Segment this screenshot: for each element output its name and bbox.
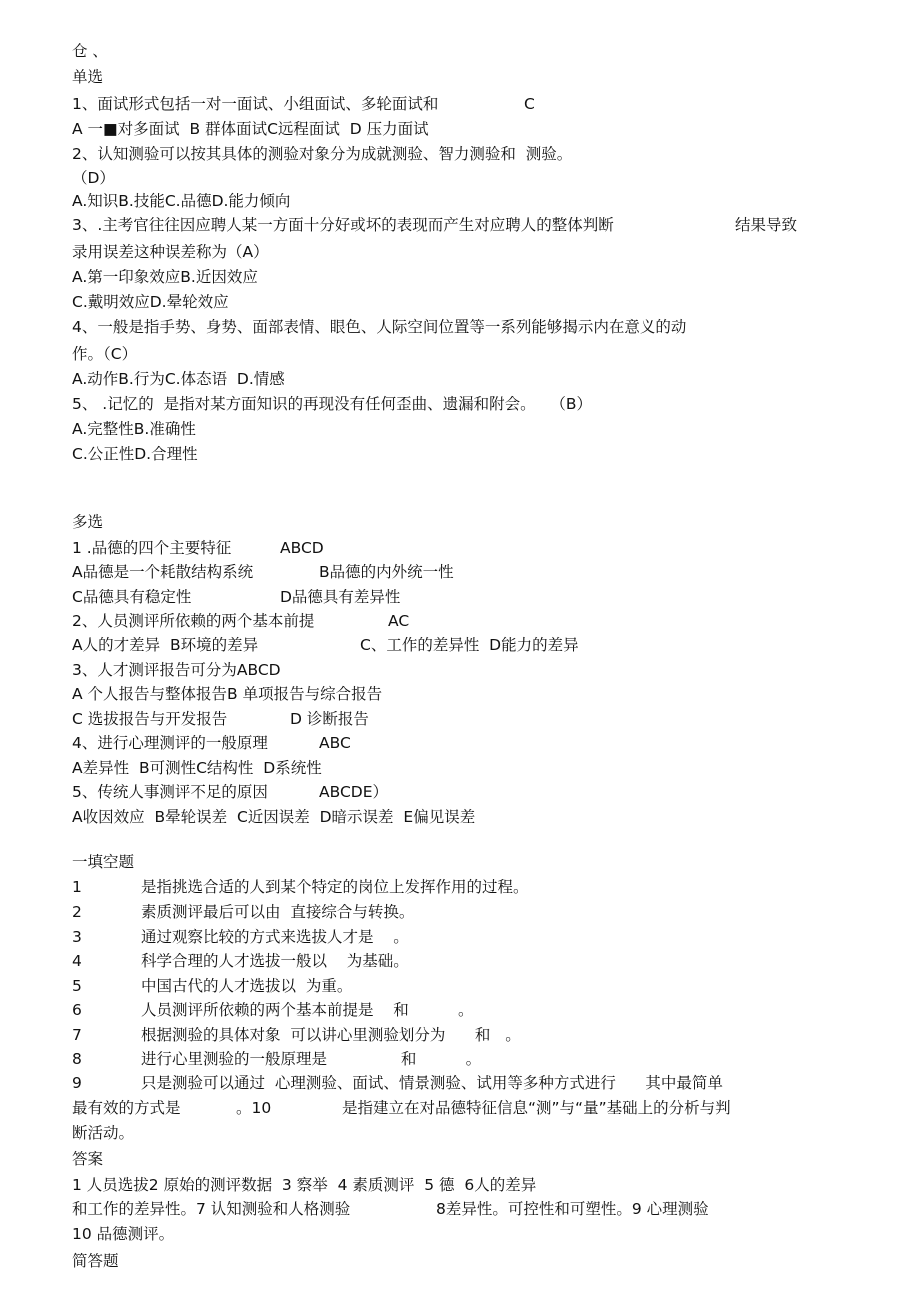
question-text: 3、人才测评报告可分为ABCD [72, 661, 281, 679]
question-text: 5、 .记忆的 是指对某方面知识的再现没有任何歪曲、遗漏和附会。 （B） [72, 395, 592, 413]
fill-item-number: 1 [72, 878, 82, 896]
options-text: C.戴明效应D.晕轮效应 [72, 293, 229, 311]
options-text: A.知识B.技能C.品德D.能力倾向 [72, 192, 291, 210]
options-text: A 个人报告与整体报告B 单项报告与综合报告 [72, 685, 383, 703]
fill-item-text: 最有效的方式是 [72, 1099, 181, 1117]
fill-item-number: 6 [72, 1001, 82, 1019]
options-text: C.公正性D.合理性 [72, 445, 198, 463]
section-heading-fill: 一填空题 [72, 853, 135, 871]
options-text: D 诊断报告 [290, 710, 369, 728]
options-text: A人的才差异 B环境的差异 [72, 636, 259, 654]
options-text: A 一■对多面试 B 群体面试C远程面试 D 压力面试 [72, 120, 429, 138]
answer-key: ABCDE） [319, 783, 389, 801]
options-text: C 选拔报告与开发报告 [72, 710, 228, 728]
options-text: A.第一印象效应B.近因效应 [72, 268, 258, 286]
fill-item-number: 3 [72, 928, 82, 946]
options-text: C品德具有稳定性 [72, 588, 192, 606]
answers-text: 8差异性。可控性和可塑性。9 心理测验 [436, 1200, 709, 1218]
fill-item-text: 是指挑选合适的人到某个特定的岗位上发挥作用的过程。 [141, 878, 529, 896]
question-text: 4、进行心理测评的一般原理 [72, 734, 268, 752]
fill-item-number: 7 [72, 1026, 82, 1044]
options-text: A.完整性B.准确性 [72, 420, 196, 438]
answer-key: ABCD [280, 539, 324, 557]
section-heading-multi: 多选 [72, 513, 104, 531]
question-text: 2、人员测评所依赖的两个基本前提 [72, 612, 315, 630]
question-text: 录用误差这种误差称为（A） [72, 243, 269, 261]
answer-key: AC [388, 612, 410, 630]
answer-key: （D） [72, 169, 115, 187]
answer-key: ABC [319, 734, 351, 752]
answers-text: 和工作的差异性。7 认知测验和人格测验 [72, 1200, 351, 1218]
section-heading-short: 简答题 [72, 1252, 119, 1270]
answer-key: C [524, 95, 535, 113]
header-text: 仓 、 [72, 42, 108, 60]
options-text: A品德是一个耗散结构系统 [72, 563, 254, 581]
options-text: A差异性 B可测性C结构性 D系统性 [72, 759, 322, 777]
fill-item-text: 素质测评最后可以由 直接综合与转换。 [141, 903, 415, 921]
fill-item-text: 科学合理的人才选拔一般以 为基础。 [141, 952, 409, 970]
question-text: 1、面试形式包括一对一面试、小组面试、多轮面试和 [72, 95, 439, 113]
section-heading-answers: 答案 [72, 1150, 104, 1168]
section-heading-single: 单选 [72, 68, 104, 86]
question-text-tail: 结果导致 [735, 216, 798, 234]
question-text: 4、一般是指手势、身势、面部表情、眼色、人际空间位置等一系列能够揭示内在意义的动 [72, 318, 687, 336]
fill-item-text: 根据测验的具体对象 可以讲心里测验划分为 和 。 [141, 1026, 521, 1044]
options-text: C、工作的差异性 D能力的差异 [360, 636, 579, 654]
question-text: 3、.主考官往往因应聘人某一方面十分好或坏的表现而产生对应聘人的整体判断 [72, 216, 614, 234]
fill-item-text: 人员测评所依赖的两个基本前提是 和 。 [141, 1001, 474, 1019]
fill-item-text: 进行心里测验的一般原理是 和 。 [141, 1050, 482, 1068]
fill-item-text: 中国古代的人才选拔以 为重。 [141, 977, 353, 995]
fill-item-number: 8 [72, 1050, 82, 1068]
answers-text: 1 人员选拔2 原始的测评数据 3 察举 4 素质测评 5 德 6人的差异 [72, 1176, 537, 1194]
fill-item-text: 通过观察比较的方式来选拔人才是 。 [141, 928, 409, 946]
options-text: A.动作B.行为C.体态语 D.情感 [72, 370, 285, 388]
fill-item-number: 5 [72, 977, 82, 995]
fill-item-text: 只是测验可以通过 心理测验、面试、情景测验、试用等多种方式进行 其中最简单 [141, 1074, 723, 1092]
fill-item-number: 。10 [236, 1099, 272, 1117]
question-text: 2、认知测验可以按其具体的测验对象分为成就测验、智力测验和 测验。 [72, 145, 573, 163]
fill-item-number: 9 [72, 1074, 82, 1092]
fill-item-text: 断活动。 [72, 1124, 135, 1142]
question-text: 作。（C） [72, 345, 138, 363]
options-text: A收因效应 B晕轮误差 C近因误差 D暗示误差 E偏见误差 [72, 808, 476, 826]
options-text: D品德具有差异性 [280, 588, 401, 606]
fill-item-text: 是指建立在对品德特征信息“测”与“量”基础上的分析与判 [342, 1099, 731, 1117]
fill-item-number: 4 [72, 952, 82, 970]
fill-item-number: 2 [72, 903, 82, 921]
options-text: B品德的内外统一性 [319, 563, 454, 581]
answers-text: 10 品德测评。 [72, 1225, 175, 1243]
question-text: 5、传统人事测评不足的原因 [72, 783, 268, 801]
question-text: 1 .品德的四个主要特征 [72, 539, 232, 557]
